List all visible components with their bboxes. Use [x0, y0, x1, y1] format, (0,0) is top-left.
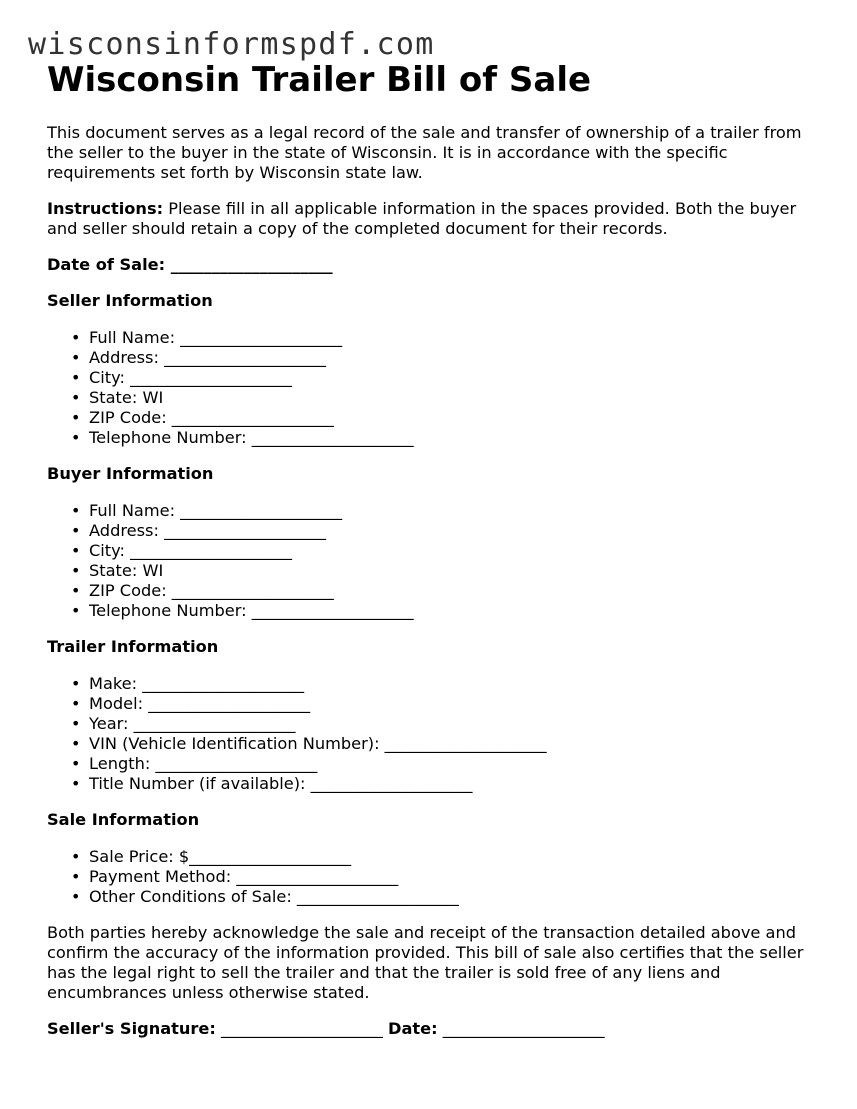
trailer-year-field: • Year: ____________________ — [89, 714, 827, 734]
seller-city-field: • City: ____________________ — [89, 368, 827, 388]
buyer-address-field: • Address: ____________________ — [89, 521, 827, 541]
instructions-text: Please fill in all applicable information in the spaces provided. Both the buyer and seller should retain a copy of the completed document for their records. — [47, 199, 797, 238]
signature-date-label: Date: — [388, 1019, 438, 1038]
seller-full-name-field: • Full Name: ____________________ — [89, 328, 827, 348]
sale-price-field: • Sale Price: $____________________ — [89, 847, 827, 867]
seller-section-title: Seller Information — [47, 291, 213, 310]
seller-zip-field: • ZIP Code: ____________________ — [89, 408, 827, 428]
seller-signature-blank: ____________________ — [215, 1019, 389, 1038]
trailer-vin-field: • VIN (Vehicle Identification Number): ____________________ — [89, 734, 827, 754]
buyer-info-list — [47, 501, 827, 621]
buyer-telephone-field: • Telephone Number: ____________________ — [89, 601, 827, 621]
trailer-info-list — [47, 674, 827, 794]
seller-signature-label: Seller's Signature: — [47, 1019, 216, 1038]
document-body — [47, 58, 827, 1039]
trailer-title-number-field: • Title Number (if available): ____________________ — [89, 774, 827, 794]
buyer-section-title: Buyer Information — [47, 464, 214, 483]
buyer-zip-field: • ZIP Code: ____________________ — [89, 581, 827, 601]
seller-telephone-field: • Telephone Number: ____________________ — [89, 428, 827, 448]
site-watermark: wisconsinformspdf.com — [28, 27, 435, 62]
sale-info-list — [47, 847, 827, 907]
instructions-label: Instructions: — [47, 199, 164, 218]
trailer-section-title: Trailer Information — [47, 637, 219, 656]
seller-state-field: • State: WI — [89, 388, 827, 408]
trailer-make-field: • Make: ____________________ — [89, 674, 827, 694]
trailer-model-field: • Model: ____________________ — [89, 694, 827, 714]
sale-section-title: Sale Information — [47, 810, 200, 829]
instructions-paragraph — [47, 199, 827, 239]
trailer-length-field: • Length: ____________________ — [89, 754, 827, 774]
acknowledgement-paragraph: Both parties hereby acknowledge the sale and receipt of the transaction detailed above and confirm the accuracy of the information provided. This bill of sale also certifies that the seller has the legal right to sell the trailer and that the trailer is sold free of any liens and encumbrances unless otherwise stated. — [47, 923, 804, 1002]
date-of-sale-field: Date of Sale: ____________________ — [47, 255, 333, 274]
buyer-full-name-field: • Full Name: ____________________ — [89, 501, 827, 521]
seller-info-list — [47, 328, 827, 448]
intro-paragraph: This document serves as a legal record of the sale and transfer of ownership of a trailer from the seller to the buyer in the state of Wisconsin. It is in accordance with the specific requirements set forth by Wisconsin state law. — [47, 123, 802, 182]
page-title: Wisconsin Trailer Bill of Sale — [47, 60, 592, 100]
seller-address-field: • Address: ____________________ — [89, 348, 827, 368]
signature-line — [47, 1019, 827, 1039]
buyer-city-field: • City: ____________________ — [89, 541, 827, 561]
other-conditions-field: • Other Conditions of Sale: ____________________ — [89, 887, 827, 907]
signature-date-blank: ____________________ — [437, 1019, 605, 1038]
payment-method-field: • Payment Method: ____________________ — [89, 867, 827, 887]
buyer-state-field: • State: WI — [89, 561, 827, 581]
